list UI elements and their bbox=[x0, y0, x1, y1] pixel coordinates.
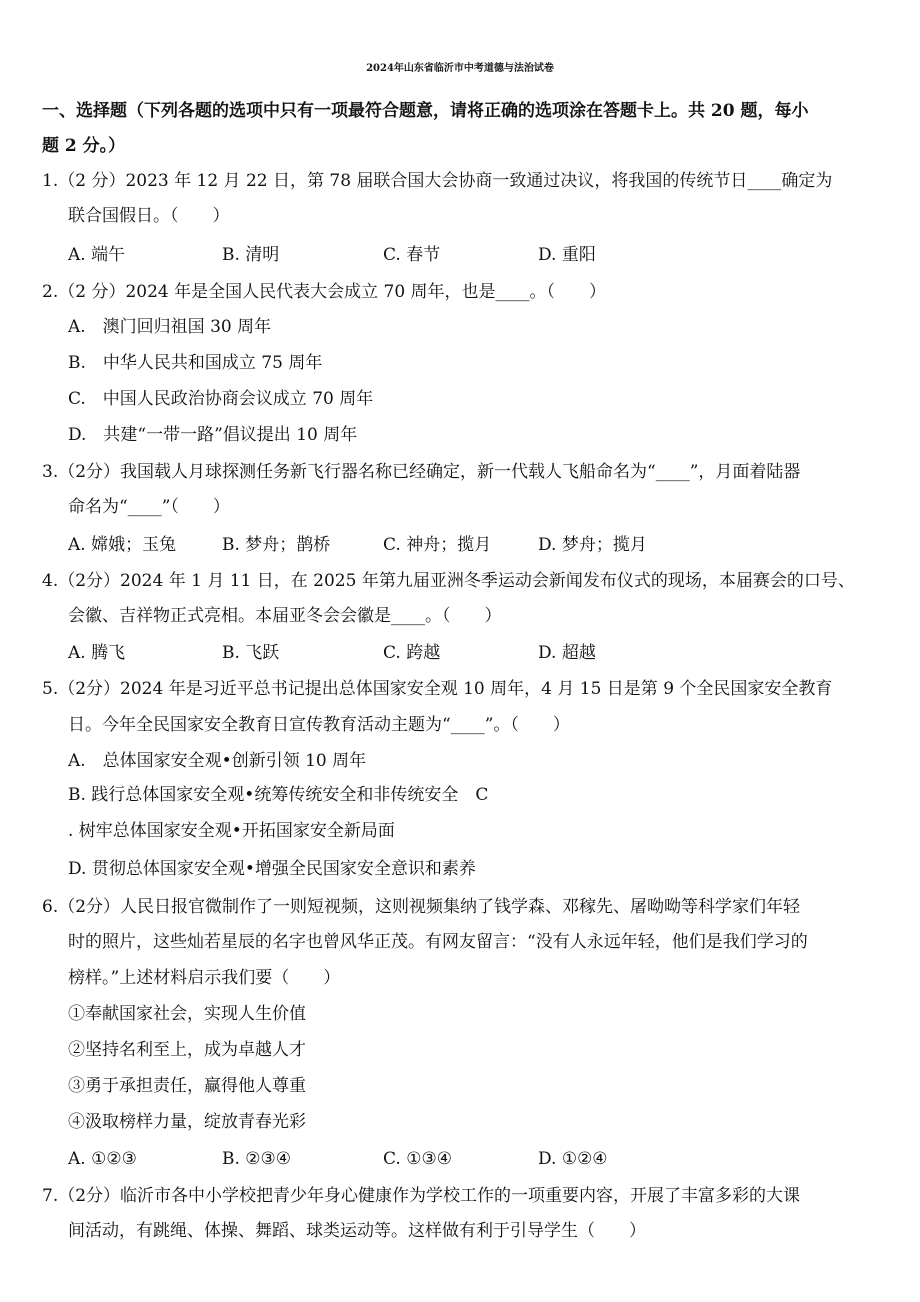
q6-option-d: D. ①②④ bbox=[538, 1149, 608, 1169]
q2-option-a: A. 澳门回归祖国 30 周年 bbox=[68, 317, 272, 337]
q5-option-c: . 树牢总体国家安全观•开拓国家安全新局面 bbox=[68, 821, 395, 841]
q1-stem-line2: 联合国假日。（ ） bbox=[68, 206, 230, 226]
q2-stem-line1: 2.（2 分）2024 年是全国人民代表大会成立 70 周年，也是____。（ ） bbox=[42, 282, 607, 302]
q1-option-a: A. 端午 bbox=[68, 245, 126, 265]
q2-option-b: B. 中华人民共和国成立 75 周年 bbox=[68, 353, 323, 373]
q1-option-b: B. 清明 bbox=[222, 245, 280, 265]
q3-option-b: B. 梦舟；鹊桥 bbox=[222, 535, 331, 555]
q7-stem-line1: 7.（2分）临沂市各中小学校把青少年身心健康作为学校工作的一项重要内容，开展了丰富多彩的大课 bbox=[42, 1186, 801, 1206]
q6-stem-line3: 榜样。”上述材料启示我们要（ ） bbox=[68, 968, 341, 988]
q4-stem-line2: 会徽、吉祥物正式亮相。本届亚冬会会徽是____。（ ） bbox=[68, 606, 502, 626]
section-heading-line1: 一、选择题（下列各题的选项中只有一项最符合题意，请将正确的选项涂在答题卡上。共 20 题，每小 bbox=[42, 101, 809, 121]
q6-option-a: A. ①②③ bbox=[68, 1149, 137, 1169]
q6-item-1: ①奉献国家社会，实现人生价值 bbox=[68, 1004, 306, 1024]
q4-option-b: B. 飞跃 bbox=[222, 643, 280, 663]
q5-option-a: A. 总体国家安全观•创新引领 10 周年 bbox=[68, 751, 367, 771]
q6-item-2: ②坚持名利至上，成为卓越人才 bbox=[68, 1040, 306, 1060]
q6-option-c: C. ①③④ bbox=[383, 1149, 452, 1169]
q5-stem-line2: 日。今年全民国家安全教育日宣传教育活动主题为“____”。（ ） bbox=[68, 715, 570, 735]
q4-stem-line1: 4.（2分）2024 年 1 月 11 日，在 2025 年第九届亚洲冬季运动会新闻发布仪式的现场，本届赛会的口号、 bbox=[42, 571, 855, 591]
q4-option-c: C. 跨越 bbox=[383, 643, 441, 663]
section-heading-line2: 题 2 分。） bbox=[42, 136, 126, 156]
q5-option-d: D. 贯彻总体国家安全观•增强全民国家安全意识和素养 bbox=[68, 859, 476, 879]
q2-option-c: C. 中国人民政治协商会议成立 70 周年 bbox=[68, 389, 374, 409]
q6-stem-line1: 6.（2分）人民日报官微制作了一则短视频，这则视频集纳了钱学森、邓稼先、屠呦呦等科学家们年轻 bbox=[42, 897, 801, 917]
q1-option-c: C. 春节 bbox=[383, 245, 441, 265]
q2-option-d: D. 共建“一带一路”倡议提出 10 周年 bbox=[68, 425, 358, 445]
q3-option-a: A. 嫦娥；玉兔 bbox=[68, 535, 177, 555]
q6-item-4: ④汲取榜样力量，绽放青春光彩 bbox=[68, 1112, 306, 1132]
q5-stem-line1: 5.（2分）2024 年是习近平总书记提出总体国家安全观 10 周年，4 月 15 日是第 9 个全民国家安全教育 bbox=[42, 679, 833, 699]
q4-option-a: A. 腾飞 bbox=[68, 643, 126, 663]
q6-item-3: ③勇于承担责任，赢得他人尊重 bbox=[68, 1076, 306, 1096]
page-title: 2024年山东省临沂市中考道德与法治试卷 bbox=[366, 63, 554, 74]
q7-stem-line2: 间活动，有跳绳、体操、舞蹈、球类运动等。这样做有利于引导学生（ ） bbox=[68, 1221, 646, 1241]
q6-stem-line2: 时的照片，这些灿若星辰的名字也曾风华正茂。有网友留言：“没有人永远年轻，他们是我们学习的 bbox=[68, 932, 808, 952]
q6-option-b: B. ②③④ bbox=[222, 1149, 292, 1169]
q3-option-d: D. 梦舟；揽月 bbox=[538, 535, 647, 555]
q5-option-b: B. 践行总体国家安全观•统筹传统安全和非传统安全 C bbox=[68, 785, 489, 805]
q1-option-d: D. 重阳 bbox=[538, 245, 596, 265]
q4-option-d: D. 超越 bbox=[538, 643, 596, 663]
q3-option-c: C. 神舟；揽月 bbox=[383, 535, 492, 555]
q1-stem-line1: 1.（2 分）2023 年 12 月 22 日，第 78 届联合国大会协商一致通过决议，将我国的传统节日____确定为 bbox=[42, 171, 833, 191]
q3-stem-line1: 3.（2分）我国载人月球探测任务新飞行器名称已经确定，新一代载人飞船命名为“____”，月面着陆器 bbox=[42, 462, 801, 482]
q3-stem-line2: 命名为“____”（ ） bbox=[68, 497, 230, 517]
